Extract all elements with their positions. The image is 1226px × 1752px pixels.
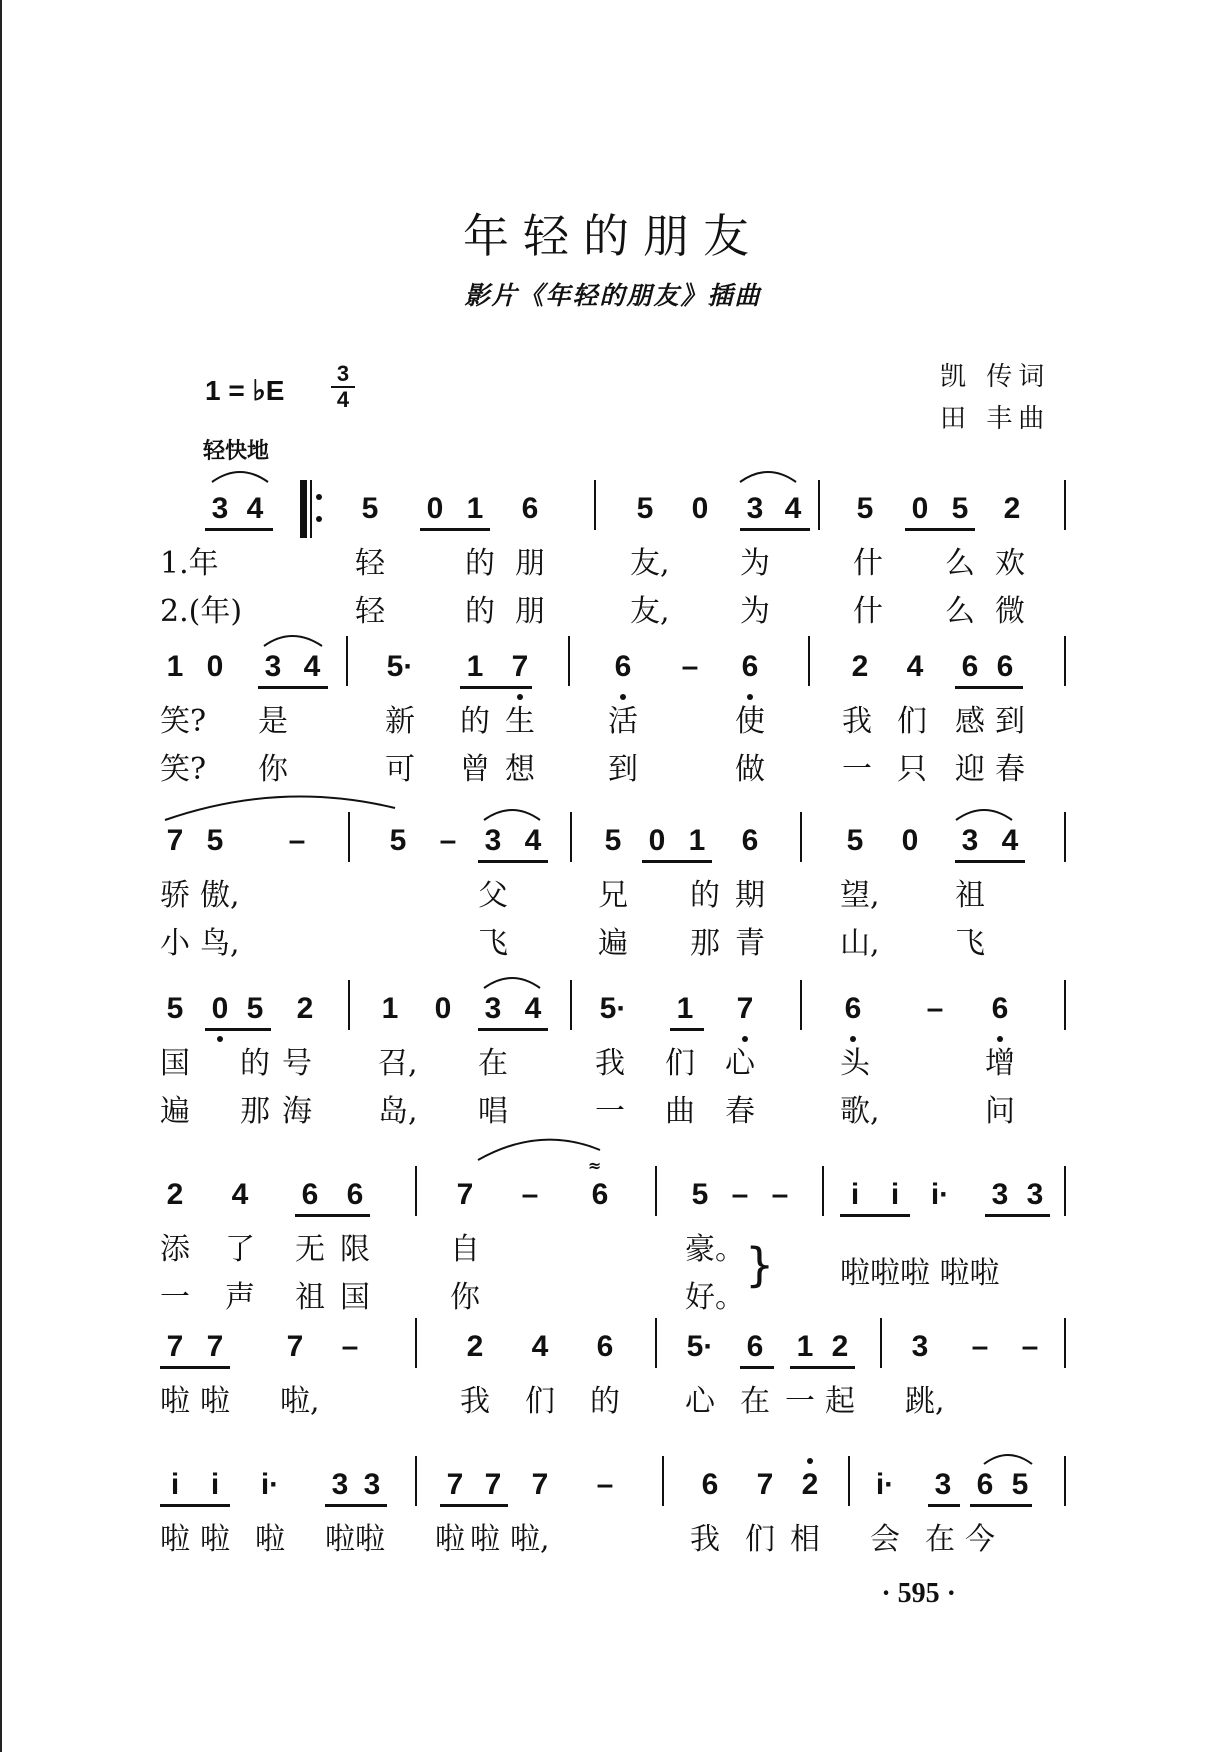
note: 1 [688,824,706,857]
note: 7 [166,824,184,857]
lyric: 啦 [470,1522,500,1557]
lyric: 2.(年) [160,594,243,629]
lower-octave-dot [217,1036,223,1042]
beam [905,528,975,531]
note: 3 [911,1330,929,1363]
lyric: 一 [785,1384,815,1419]
barline [1064,636,1066,686]
note: 6 [741,650,759,683]
note: 6 [741,824,759,857]
lyric: 飞 [478,926,508,961]
note: – [971,1330,989,1363]
beam [840,1214,910,1217]
beam [740,528,810,531]
beam [205,1028,271,1031]
barline [822,1166,824,1216]
note: 3 [991,1178,1009,1211]
time-signature: 3 4 [330,362,356,412]
barline [800,812,802,862]
barline [348,812,350,862]
tempo-marking: 轻快地 [203,439,270,464]
lyric: 的 [590,1384,620,1419]
barline [346,636,348,686]
beam [740,1366,774,1369]
slur [956,810,1012,820]
slur [478,1140,600,1160]
lyric: 曾 [460,752,490,787]
barline [568,636,570,686]
lyric: 一 [160,1280,190,1315]
beam [670,1028,704,1031]
note: 0 [211,992,229,1025]
note: – [596,1468,614,1501]
note: 2 [166,1178,184,1211]
refrain-lyric: 啦啦啦 啦啦 [840,1256,1000,1291]
note: 1 [466,492,484,525]
barline [310,480,312,538]
barline [800,980,802,1030]
lyric: 啦 [200,1522,230,1557]
barline [655,1166,657,1216]
lyric: 唱 [478,1094,508,1129]
lyric: 是 [258,704,288,739]
lyric: 国 [160,1046,190,1081]
lyric: 感 [955,704,985,739]
note: 4 [531,1330,549,1363]
note: 6 [746,1330,764,1363]
lyric: 召, [378,1046,418,1081]
note: – [288,824,306,857]
lyric: 我 [460,1384,490,1419]
lyric: 骄 [160,878,190,913]
note: 6 [596,1330,614,1363]
lyric: 友, [630,546,670,581]
slur [984,1455,1032,1464]
note: 5 [604,824,622,857]
note: 0 [426,492,444,525]
lyric: 啦 [160,1522,190,1557]
lyric: 在 [925,1522,955,1557]
lyric: 你 [450,1280,480,1315]
lyric: 轻 [355,594,385,629]
barline [848,1456,850,1506]
note: 6 [521,492,539,525]
composer-credit: 田 丰曲 [940,404,1051,434]
verse-brace: } [745,1238,775,1292]
lyric: 自 [450,1232,480,1267]
note: 1 [381,992,399,1025]
note: 5 [856,492,874,525]
note: 3 [211,492,229,525]
note: 3 [363,1468,381,1501]
lyric: 新 [385,704,415,739]
slur [484,978,540,988]
note: – [731,1178,749,1211]
lyric: 啦, [280,1384,320,1419]
lyric: 可 [385,752,415,787]
note: 5 [691,1178,709,1211]
lyric: 问 [985,1094,1015,1129]
note: 6 [996,650,1014,683]
lyric: 啦 [255,1522,285,1557]
lyric: 声 [225,1280,255,1315]
lyric: 一 [842,752,872,787]
barline [1064,1456,1066,1506]
note: 2 [466,1330,484,1363]
lyric: 我 [842,704,872,739]
lyric: 们 [525,1384,555,1419]
lyric: 了 [225,1232,255,1267]
note: 5 [1011,1468,1029,1501]
beam [420,528,490,531]
lyric: 在 [740,1384,770,1419]
note: 6 [346,1178,364,1211]
lyric: 遍 [598,926,628,961]
note: 5 [846,824,864,857]
lyric: 祖 [955,878,985,913]
barline [348,980,350,1030]
note: 1 [166,650,184,683]
note: – [681,650,699,683]
lyric: 小 [160,926,190,961]
beam [440,1504,508,1507]
lyric: 遍 [160,1094,190,1129]
lyric: 么 [945,546,975,581]
lyric: 岛, [378,1094,418,1129]
lyric: 只 [897,752,927,787]
note: 7 [456,1178,474,1211]
note: 6 [591,1178,609,1211]
barline [570,980,572,1030]
note: i [890,1178,900,1211]
lyric: 心 [725,1046,755,1081]
barline [818,480,820,530]
note: 4 [231,1178,249,1211]
lyricist-credit: 凯 传词 [940,362,1051,392]
note: 6 [301,1178,319,1211]
note: 4 [524,824,542,857]
lyric: 到 [608,752,638,787]
note: 5 [246,992,264,1025]
lyric: 今 [965,1522,995,1557]
note: 3 [1026,1178,1044,1211]
lyric: 笑? [160,752,207,787]
beam [478,1028,548,1031]
lyric: 傲, [200,878,240,913]
note: 2 [296,992,314,1025]
barline [415,1318,417,1368]
beam [478,860,548,863]
key-signature: 1 = ♭E [205,375,285,406]
note: 1 [676,992,694,1025]
lyric: 们 [745,1522,775,1557]
note: 0 [911,492,929,525]
note: 3 [264,650,282,683]
barline [1064,980,1066,1030]
lyric: 头 [840,1046,870,1081]
barline [1064,480,1066,530]
note: i· [930,1178,950,1211]
lyric: 们 [897,704,927,739]
slur [740,472,796,482]
lyric: 号 [282,1046,312,1081]
lyric: 你 [258,752,288,787]
beam [160,1504,230,1507]
song-title: 年轻的朋友 [463,209,763,263]
note: 7 [446,1468,464,1501]
lyric: 祖 [295,1280,325,1315]
repeat-dot [316,516,322,522]
lyric: 父 [478,878,508,913]
note: 6 [701,1468,719,1501]
note: 7 [756,1468,774,1501]
note: 6 [976,1468,994,1501]
note: 6 [991,992,1009,1025]
lyric: 期 [735,878,765,913]
lyric: 无 [295,1232,325,1267]
lyric: 我 [690,1522,720,1557]
lyric: 使 [735,704,765,739]
slur [264,636,322,646]
note: 0 [434,992,452,1025]
beam [928,1504,960,1507]
lyric: 春 [995,752,1025,787]
slur [165,796,395,820]
note: 7 [736,992,754,1025]
beam [205,528,273,531]
lyric: 春 [725,1094,755,1129]
beam [985,1214,1050,1217]
note: 5 [951,492,969,525]
note: i [850,1178,860,1211]
note: 5 [389,824,407,857]
note: i [170,1468,180,1501]
lyric: 啦 [435,1522,465,1557]
lyric: 我 [595,1046,625,1081]
lyric: 的 [460,704,490,739]
slur [212,472,268,482]
note: i [210,1468,220,1501]
note: 1 [796,1330,814,1363]
lyric: 限 [340,1232,370,1267]
lyric: 啦 [160,1384,190,1419]
barline [1064,812,1066,862]
lyric: 兄 [598,878,628,913]
note: 7 [484,1468,502,1501]
beam [160,1366,230,1369]
beam [955,686,1023,689]
barline [415,1456,417,1506]
lyric: 飞 [955,926,985,961]
lyric: 朋 [515,594,545,629]
lyric: 心 [685,1384,715,1419]
lyric: 为 [740,546,770,581]
note: 4 [1001,824,1019,857]
beam [955,860,1025,863]
lyric: 青 [735,926,765,961]
beam [258,686,328,689]
lyric: 会 [870,1522,900,1557]
note: 0 [901,824,919,857]
lyric: 相 [790,1522,820,1557]
note: 5 [361,492,379,525]
lyric: 欢 [995,546,1025,581]
note: i· [875,1468,895,1501]
lyric: 的 [465,594,495,629]
note: 3 [484,992,502,1025]
note: – [926,992,944,1025]
beam [325,1504,387,1507]
note: 5 [206,824,224,857]
note: 6 [844,992,862,1025]
lyric: 的 [690,878,720,913]
note: 2 [851,650,869,683]
note: – [521,1178,539,1211]
note: 0 [691,492,709,525]
lyric: 做 [735,752,765,787]
lyric: 添 [160,1232,190,1267]
lyric: 笑? [160,704,207,739]
lyric: 鸟, [200,926,240,961]
lyric: 歌, [840,1094,880,1129]
note: 4 [784,492,802,525]
lyric: 曲 [665,1094,695,1129]
lyric: 什 [853,546,883,581]
lyric: 的 [465,546,495,581]
lyric: 啦啦 [325,1522,385,1557]
lyric: 生 [505,704,535,739]
lyric: 的 [240,1046,270,1081]
lyric: 那 [240,1094,270,1129]
note: 4 [246,492,264,525]
song-subtitle: 影片《年轻的朋友》插曲 [464,281,762,310]
note: 3 [961,824,979,857]
mordent-icon: ≈ [588,1156,602,1175]
note: – [771,1178,789,1211]
note: 5 [166,992,184,1025]
note: 4 [303,650,321,683]
slur [484,810,540,820]
note: 1 [466,650,484,683]
repeat-dot [316,494,322,500]
note: 0 [648,824,666,857]
note: 7 [166,1330,184,1363]
lyric: 微 [995,594,1025,629]
barline [655,1318,657,1368]
note: 2 [1003,492,1021,525]
lyric: 迎 [955,752,985,787]
note: 2 [831,1330,849,1363]
note: 7 [511,650,529,683]
lyric: 为 [740,594,770,629]
barline [1064,1318,1066,1368]
lyric: 活 [608,704,638,739]
barline [415,1166,417,1216]
note: – [1021,1330,1039,1363]
note: 3 [484,824,502,857]
lyric: 啦, [510,1522,550,1557]
note: 3 [934,1468,952,1501]
barline [570,812,572,862]
lyric: 海 [282,1094,312,1129]
upper-octave-dot [807,1458,813,1464]
lyric: 么 [945,594,975,629]
lyric: 们 [665,1046,695,1081]
page-number: · 595 · [881,1578,956,1609]
lyric: 想 [505,752,535,787]
lyric: 好。 [685,1280,745,1315]
barline [1064,1166,1066,1216]
note: 5· [686,1330,714,1363]
beam [970,1504,1032,1507]
beam [295,1214,370,1217]
note: 4 [906,650,924,683]
lyric: 啦 [200,1384,230,1419]
beam [642,860,712,863]
lyric: 国 [340,1280,370,1315]
barline [880,1318,882,1368]
barline [662,1456,664,1506]
lyric: 那 [690,926,720,961]
lyric: 友, [630,594,670,629]
note: 2 [801,1468,819,1501]
repeat-barline [300,480,307,538]
note: 7 [206,1330,224,1363]
lyric: 1.年 [160,546,219,581]
lyric: 一 [595,1094,625,1129]
lyric: 轻 [355,546,385,581]
note: i· [260,1468,280,1501]
note: – [439,824,457,857]
lyric: 跳, [905,1384,945,1419]
note: 5· [386,650,414,683]
note: 0 [206,650,224,683]
note: 3 [331,1468,349,1501]
barline [808,636,810,686]
beam [460,686,532,689]
lyric: 在 [478,1046,508,1081]
note: – [341,1330,359,1363]
note: 5· [599,992,627,1025]
note: 4 [524,992,542,1025]
note: 6 [961,650,979,683]
note: 5 [636,492,654,525]
note: 7 [531,1468,549,1501]
note: 6 [614,650,632,683]
lyric: 山, [840,926,880,961]
lyric: 朋 [515,546,545,581]
barline [594,480,596,530]
lyric: 望, [840,878,880,913]
beam [790,1366,855,1369]
lyric: 到 [995,704,1025,739]
note: 3 [746,492,764,525]
lyric: 增 [985,1046,1015,1081]
lyric: 豪。 [685,1232,745,1267]
lyric: 什 [853,594,883,629]
lyric: 起 [825,1384,855,1419]
note: 7 [286,1330,304,1363]
